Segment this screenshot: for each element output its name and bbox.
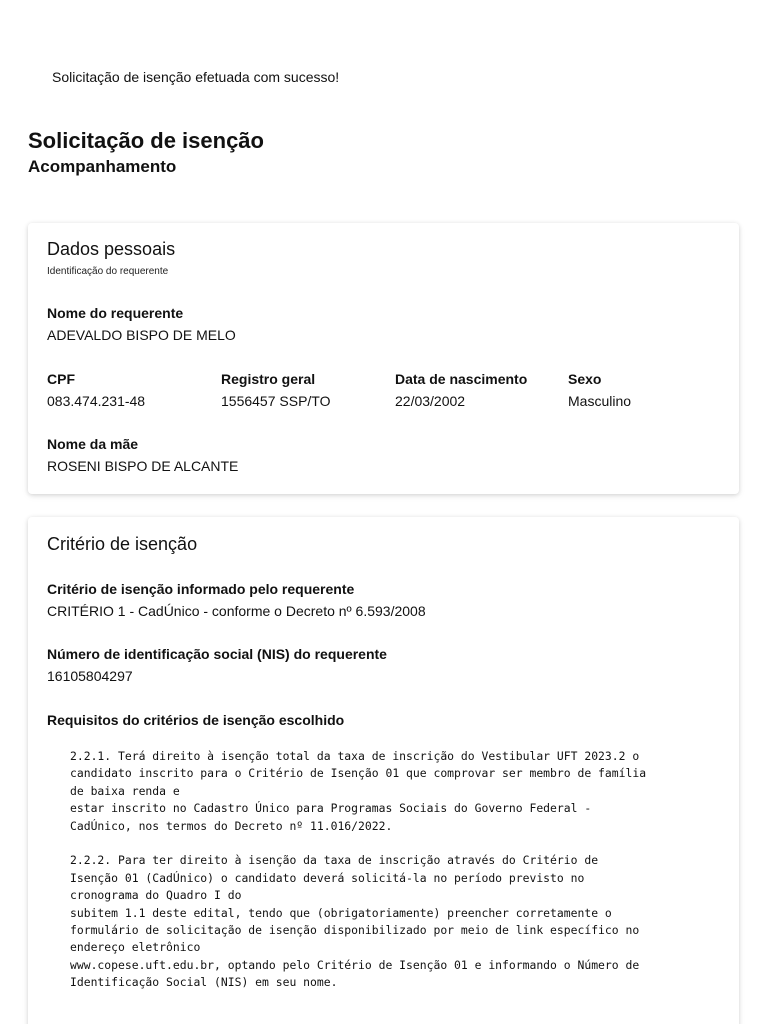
personal-data-caption: Identificação do requerente bbox=[47, 266, 169, 277]
applicant-name-field bbox=[47, 304, 236, 344]
requirements-label: Requisitos do critérios de isenção escolhido bbox=[47, 712, 345, 728]
informed-criterion-label: Critério de isenção informado pelo requerente bbox=[47, 581, 355, 597]
page-subtitle: Acompanhamento bbox=[28, 157, 177, 176]
personal-data-title: Dados pessoais bbox=[47, 239, 176, 259]
mother-name-label: Nome da mãe bbox=[47, 436, 139, 452]
informed-criterion-field bbox=[47, 580, 426, 620]
birth-date-field bbox=[395, 370, 527, 410]
rg-value: 1556457 SSP/TO bbox=[221, 393, 331, 409]
sex-value: Masculino bbox=[568, 393, 632, 409]
applicant-name-label: Nome do requerente bbox=[47, 305, 184, 321]
informed-criterion-value: CRITÉRIO 1 - CadÚnico - conforme o Decreto nº 6.593/2008 bbox=[47, 603, 426, 619]
success-message: Solicitação de isenção efetuada com sucesso! bbox=[52, 69, 340, 85]
cpf-field bbox=[47, 370, 145, 410]
cpf-label: CPF bbox=[47, 371, 75, 387]
exemption-criteria-card bbox=[28, 517, 739, 1024]
page-title: Solicitação de isenção bbox=[28, 128, 264, 153]
sex-field bbox=[568, 370, 631, 410]
nis-value: 16105804297 bbox=[47, 668, 133, 684]
mother-name-value: ROSENI BISPO DE ALCANTE bbox=[47, 458, 239, 474]
rg-label: Registro geral bbox=[221, 371, 316, 387]
requirements-field bbox=[47, 711, 344, 729]
sex-label: Sexo bbox=[568, 371, 602, 387]
exemption-criteria-title: Critério de isenção bbox=[47, 534, 198, 554]
mother-name-field bbox=[47, 435, 238, 475]
requirements-text: 2.2.1. Terá direito à isenção total da taxa de inscrição do Vestibular UFT 2023.2 o candidato inscrito para o Critério de Isenção 01 que comprovar ser membro de família de baixa renda e estar inscrito no Cadastro Único para Programas Sociais do Governo Federal - CadÚnico, nos termos do Decreto nº 11.016/2022. 2.2.2. Para ter direito à isenção da taxa de inscrição através do Critério de Isenção 01 (CadÚnico) o candidato deverá solicitá-la no período previsto no cronograma do Quadro I do subitem 1.1 deste edital, tendo que (obrigatoriamente) preencher corretamente o formulário de solicitação de isenção disponibilizado por meio de link específico no endereço eletrônico www.copese.uft.edu.br, optando pelo Critério de Isenção 01 e informando o Número de Identificação Social (NIS) em seu nome. bbox=[70, 749, 647, 990]
birth-date-label: Data de nascimento bbox=[395, 371, 528, 387]
cpf-value: 083.474.231-48 bbox=[47, 393, 146, 409]
applicant-name-value: ADEVALDO BISPO DE MELO bbox=[47, 327, 236, 343]
birth-date-value: 22/03/2002 bbox=[395, 393, 466, 409]
nis-label: Número de identificação social (NIS) do requerente bbox=[47, 646, 387, 662]
rg-field bbox=[221, 370, 330, 410]
personal-data-card bbox=[28, 223, 739, 494]
nis-field bbox=[47, 645, 387, 685]
